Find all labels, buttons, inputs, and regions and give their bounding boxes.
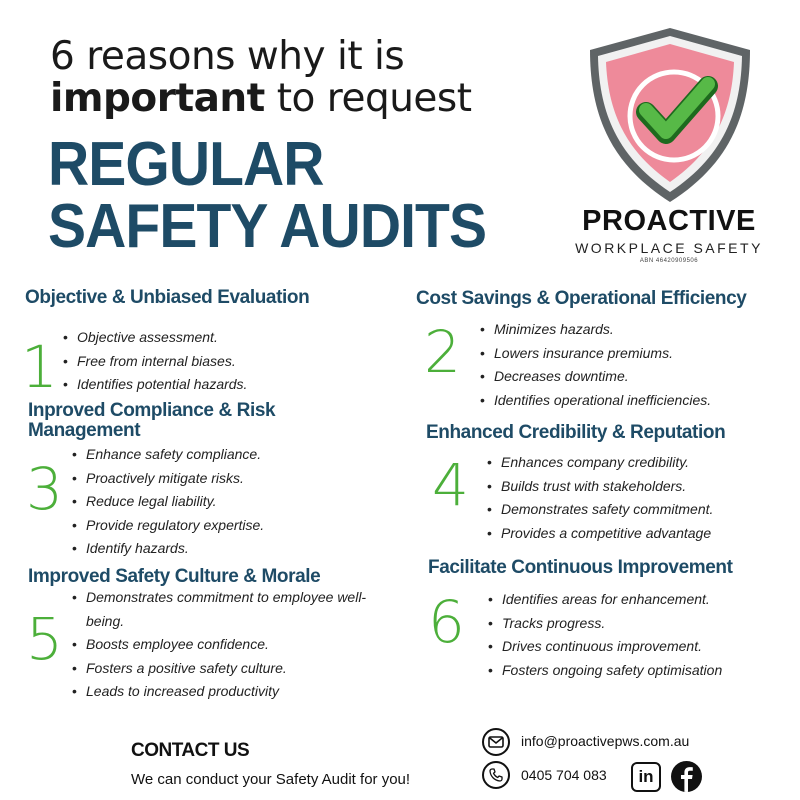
headline-emphasis: important [50,76,265,121]
title-safety-audits: SAFETY AUDITS [48,192,487,261]
list-item: • Reduce legal liability. [72,490,264,514]
list-item: • Fosters a positive safety culture. [72,657,394,681]
section-6-points [488,588,722,682]
list-item: • Drives continuous improvement. [488,635,722,659]
contact-heading: CONTACT US [131,740,250,761]
list-item: • Decreases downtime. [480,365,711,389]
list-item: • Tracks progress. [488,612,722,636]
section-3-title-line1: Inproved Compliance & Risk [28,400,276,421]
list-item: • Identify hazards. [72,537,264,561]
section-1-points [63,326,247,397]
section-3-title [28,401,275,441]
section-3-points [72,443,264,561]
list-item: • Provides a competitive advantage [487,522,713,546]
headline-line2-rest: to request [264,76,472,121]
list-item: • Demonstrates safety commitment. [487,498,713,522]
list-item: • Minimizes hazards. [480,318,711,342]
phone-link[interactable]: 0405 704 083 [521,767,607,783]
section-3-title-line2: Management [28,420,141,441]
section-1-title: Objective & Unbiased Evaluation [25,287,310,308]
email-link[interactable]: info@proactivepws.com.au [521,733,690,749]
phone-icon [482,761,510,789]
contact-subtext: We can conduct your Safety Audit for you! [131,771,411,788]
linkedin-icon[interactable]: in [631,762,661,792]
section-5-number: 5 [26,605,63,673]
title-regular: REGULAR [48,130,324,199]
headline-line1: 6 reasons why it is [50,34,405,79]
list-item: • Demonstrates commitment to employee well-being. [72,586,394,633]
headline-line2 [50,76,472,121]
list-item: • Proactively mitigate risks. [72,467,264,491]
list-item: • Identifies operational inefficiencies. [480,389,711,413]
list-item: • Enhance safety compliance. [72,443,264,467]
list-item: • Objective assessment. [63,326,247,350]
section-1-number: 1 [21,333,58,401]
list-item: • Free from internal biases. [63,350,247,374]
section-2-title: Cost Savings & Operational Efficiency [416,288,747,309]
list-item: • Boosts employee confidence. [72,633,394,657]
brand-name: PROACTIVE [582,205,756,237]
shield-check-icon [580,24,760,206]
list-item: • Identifies potential hazards. [63,373,247,397]
brand-tagline: WORKPLACE SAFETY [575,240,763,256]
section-4-title: Enhanced Credibility & Reputation [426,422,726,443]
facebook-icon[interactable] [671,761,702,792]
section-5-title: Improved Safety Culture & Morale [28,566,321,587]
section-2-number: 2 [424,318,461,386]
mail-icon [482,728,510,756]
list-item: • Builds trust with stakeholders. [487,475,713,499]
section-3-number: 3 [26,455,63,523]
section-5-points [72,586,394,704]
section-2-points [480,318,711,412]
section-4-number: 4 [432,451,469,519]
list-item: • Leads to increased productivity [72,680,394,704]
list-item: • Identifies areas for enhancement. [488,588,722,612]
list-item: • Enhances company credibility. [487,451,713,475]
section-6-title: Facilitate Continuous Improvement [428,557,733,578]
list-item: • Provide regulatory expertise. [72,514,264,538]
list-item: • Fosters ongoing safety optimisation [488,659,722,683]
section-4-points [487,451,713,545]
section-6-number: 6 [428,588,465,656]
brand-abn: ABN 46420909506 [639,258,699,264]
list-item: • Lowers insurance premiums. [480,342,711,366]
